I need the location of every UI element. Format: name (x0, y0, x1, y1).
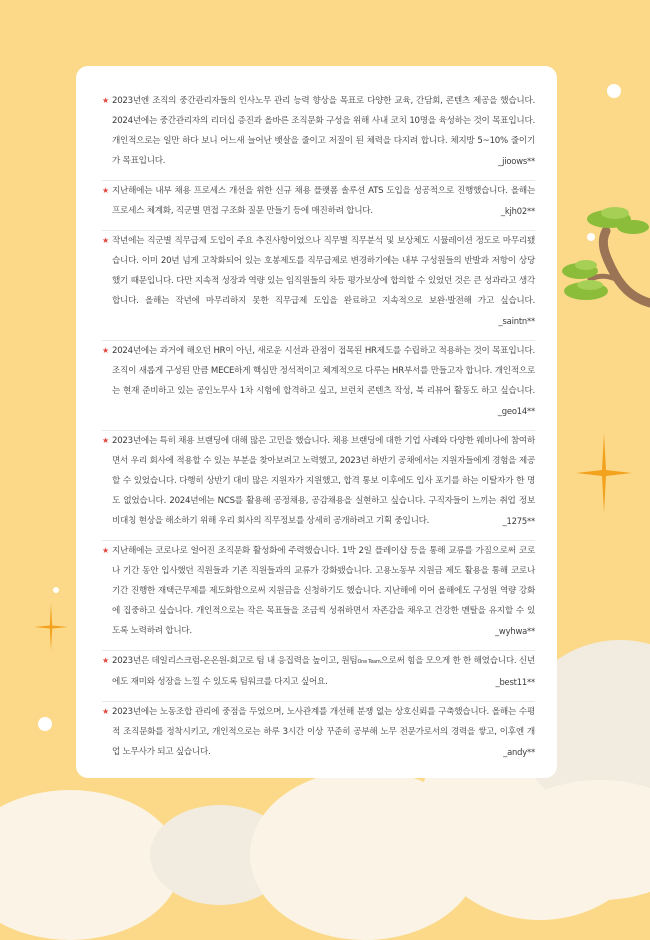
entry-author: _1275** (499, 511, 535, 531)
entry-text: 지난해에는 내부 채용 프로세스 개선을 위한 신규 채용 플랫폼 솔루션 ATS 도입을 성공적으로 진행했습니다. 올해는 프로세스 체계화, 직군별 면접 구조화 질문 만들기 등에 매진하려 합니다. (112, 186, 535, 216)
entry (102, 231, 535, 331)
entry-text: 2023년에는 특히 채용 브랜딩에 대해 많은 고민을 했습니다. 채용 브랜딩에 대한 기업 사례와 다양한 웨비나에 참여하면서 우리 회사에 적용할 수 있는 부분을 찾아보려고 노력했고, 2023년 하반기 공채에서는 지원자들에게 경험을 제공할 수 있었습니다. 다행히 상반기 대비 많은 지원자가 지원했고, 합격 통보 이후에도 입사 포기를 하는 이탈자가 한 명도 없었습니다. 2024년에는 NCS를 활용해 공정채용, 공감채용을 실현하고 싶습니다. 구직자들이 느끼는 취업 정보 비대칭 현상을 해소하기 위해 우리 회사의 직무정보를 상세히 공개하려고 기획 중입니다. (112, 436, 535, 526)
entry (102, 651, 535, 692)
entry-text: 2023년에는 노동조합 관리에 중점을 두었으며, 노사관계를 개선해 분쟁 없는 상호신뢰를 구축했습니다. 올해는 수평적 조직문화를 정착시키고, 개인적으로는 하루 3시간 이상 꾸준히 공부해 노무 전문가로서의 경력을 쌓고, 이후엔 개업 노무사가 되고 싶습니다. (112, 707, 535, 757)
entry-text: 작년에는 직군별 직무급제 도입이 주요 추진사항이었으나 직무별 직무분석 및 보상체도 시뮬레이션 정도로 마무리됐습니다. 이미 20년 넘게 고착화되어 있는 호봉제도를 직무급제로 변경하기에는 내부 구성원들의 반발과 저항이 상당했기 때문입니다. 다만 지속적 성장과 역량 있는 임직원들의 차등 평가보상에 합의할 수 있었던 것은 큰 성과라고 생각합니다. 올해는 작년에 마무리하지 못한 직무급제 도입을 완료하고 지속적으로 보완·발전해 가고 싶습니다. (112, 236, 535, 306)
entry-author: _best11** (491, 672, 535, 692)
sparkle-icon (576, 433, 632, 513)
decor-dot (53, 587, 59, 593)
entry (102, 341, 535, 421)
entry (102, 91, 535, 171)
entry-text: 2023년엔 조직의 중간관리자들의 인사노무 관리 능력 향상을 목표로 다양한 교육, 간담회, 콘텐츠 제공을 했습니다. 2024년에는 중간관리자의 리더십 증진과 올바른 조직문화 구성을 위해 사내 코치 10명을 육성하는 것이 목표입니다. 개인적으로는 일만 하다 보니 어느새 늘어난 뱃살을 줄이고 저질이 된 체력을 다지려 합니다. 체지방 5~10% 줄이기가 목표입니다. (112, 96, 535, 166)
entry-author: _kjh02** (497, 201, 535, 221)
decor-dot (38, 717, 52, 731)
star-icon: ★ (102, 656, 110, 665)
entry-author: _jioows** (494, 151, 535, 171)
star-icon: ★ (102, 546, 110, 555)
star-icon: ★ (102, 436, 110, 445)
entry (102, 181, 535, 221)
star-icon: ★ (102, 96, 110, 105)
star-icon: ★ (102, 186, 110, 195)
entry-author: _geo14** (494, 401, 535, 421)
entry-text-small: One Team (357, 659, 381, 665)
entry-author: _wyhwa** (491, 621, 535, 641)
entry-text: 지난해에는 코로나로 얼어진 조직문화 활성화에 주력했습니다. 1박 2일 플레이샵 등을 통해 교류를 가짐으로써 코로나 기간 동안 입사했던 직원들과 기존 직원들과의 교류가 강화됐습니다. 고용노동부 지원금 제도 활용을 통해 코로나 기간 진행한 재택근무제를 제도화함으로써 지원금을 신청하기도 했습니다. 지난해에 이어 올해에도 구성원 역량 강화에 집중하고 싶습니다. 개인적으로는 작은 목표들을 조금씩 성취하면서 자존감을 채우고 건강한 멘탈을 유지할 수 있도록 노력하려 합니다. (112, 546, 535, 636)
star-icon: ★ (102, 236, 110, 245)
entry-text-part: 으로써 힘을 모으게 한 한 해였습니다. 신년에도 재미와 성장을 느낄 수 있도록 팀워크를 다지고 싶어요. (112, 656, 535, 687)
tree-illustration (560, 205, 650, 320)
entry-text-part: 2023년은 데일리스크럼-온온원-회고로 팀 내 응집력을 높이고, 원팀 (112, 656, 358, 666)
entry-author: _andy** (499, 742, 535, 762)
entry-text: 2024년에는 과거에 해오던 HR이 아닌, 새로운 시선과 관점이 접목된 HR제도를 수립하고 적용하는 것이 목표입니다. 조직이 새롭게 구성된 만큼 MECE하게 핵심만 정석적이고 체계적으로 다루는 HR부서를 만들고자 합니다. 개인적으로는 현재 준비하고 있는 공인노무사 1차 시험에 합격하고 싶고, 브런치 콘텐츠 작성, 북 리뷰어 활동도 하고 싶습니다. (112, 346, 535, 396)
star-icon: ★ (102, 346, 110, 355)
content-card (76, 66, 557, 778)
entry (102, 431, 535, 531)
decor-dot (607, 84, 621, 98)
entry-author: _saintn** (495, 311, 536, 331)
entry (102, 541, 535, 641)
star-icon: ★ (102, 707, 110, 716)
entry-text (102, 651, 535, 692)
sparkle-icon (34, 603, 68, 651)
entry (102, 702, 535, 762)
